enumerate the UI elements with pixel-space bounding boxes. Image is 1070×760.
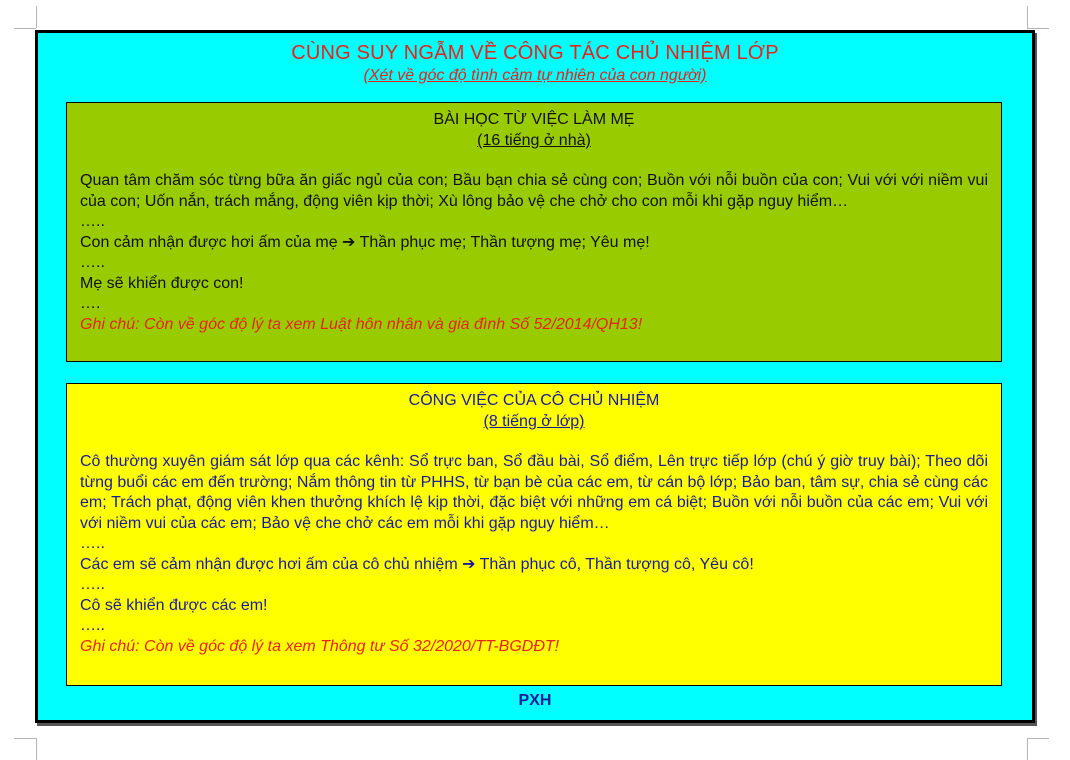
crop-mark-bottom-left bbox=[36, 738, 37, 760]
mother-line-1: Con cảm nhận được hơi ấm của mẹ ➔ Thần phục mẹ; Thần tượng mẹ; Yêu mẹ! bbox=[80, 233, 650, 251]
mother-paragraph: Quan tâm chăm sóc từng bữa ăn giấc ngủ của con; Bầu bạn chia sẻ cùng con; Buồn với nỗi buồn của con; Vui với với niềm vui của con; Uốn nắn, trách mắng, động viên kịp thời; Xù lông bảo vệ che chở cho con mỗi khi gặp nguy hiểm… bbox=[80, 172, 988, 210]
crop-mark-bottom-right-h bbox=[1027, 738, 1049, 739]
crop-mark-top-left bbox=[36, 6, 37, 28]
crop-mark-bottom-right bbox=[1027, 738, 1028, 760]
mother-box-subtitle: (16 tiếng ở nhà) bbox=[477, 132, 591, 149]
mother-box-title: BÀI HỌC TỪ VIỆC LÀM MẸ bbox=[433, 111, 635, 128]
teacher-line-1: Các em sẽ cảm nhận được hơi ấm của cô chủ nhiệm ➔ Thần phục cô, Thần tượng cô, Yêu cô! bbox=[80, 555, 754, 573]
poster-frame bbox=[35, 30, 1035, 723]
teacher-ellipsis-3: ….. bbox=[80, 617, 105, 634]
crop-mark-top-left-h bbox=[14, 28, 36, 29]
teacher-note: Ghi chú: Còn về góc độ lý ta xem Thông tư Số 32/2020/TT-BGDĐT! bbox=[80, 637, 560, 655]
crop-mark-bottom-left-h bbox=[14, 738, 36, 739]
author-signature: PXH bbox=[518, 692, 552, 709]
mother-ellipsis-3: …. bbox=[80, 295, 101, 312]
teacher-paragraph: Cô thường xuyên giám sát lớp qua các kênh: Sổ trực ban, Sổ đầu bài, Sổ điểm, Lên trực tiếp lớp (chú ý giờ truy bài); Theo dõi từng buổi các em đến trường; Nắm thông tin từ PHHS, từ bạn bè của các em, từ cán bộ lớp; Bảo ban, tâm sự, chia sẻ cùng các em; Trách phạt, động viên khen thưởng khích lệ kịp thời, đặc biệt với những em cá biệt; Buồn với nỗi buồn của các em; Vui với với niềm vui của các em; Bảo vệ che chở các em mỗi khi gặp nguy hiểm… bbox=[80, 453, 988, 532]
teacher-box-title: CÔNG VIỆC CỦA CÔ CHỦ NHIỆM bbox=[408, 392, 660, 409]
teacher-line-2: Cô sẽ khiển được các em! bbox=[80, 596, 268, 614]
mother-line-2: Mẹ sẽ khiển được con! bbox=[80, 274, 244, 292]
mother-ellipsis-1: ….. bbox=[80, 213, 105, 230]
crop-mark-top-right bbox=[1027, 6, 1028, 28]
crop-mark-top-right-h bbox=[1027, 28, 1049, 29]
teacher-ellipsis-2: ….. bbox=[80, 576, 105, 593]
mother-lesson-box bbox=[66, 102, 1002, 362]
teacher-box-subtitle: (8 tiếng ở lớp) bbox=[483, 413, 585, 430]
poster-title: CÙNG SUY NGẪM VỀ CÔNG TÁC CHỦ NHIỆM LỚP bbox=[291, 42, 779, 64]
teacher-ellipsis-1: ….. bbox=[80, 535, 105, 552]
mother-ellipsis-2: ….. bbox=[80, 254, 105, 271]
teacher-work-box bbox=[66, 383, 1002, 686]
mother-note: Ghi chú: Còn về góc độ lý ta xem Luật hôn nhân và gia đình Số 52/2014/QH13! bbox=[80, 315, 643, 333]
poster-subtitle: (Xét về góc độ tình cảm tự nhiên của con người) bbox=[363, 67, 707, 84]
